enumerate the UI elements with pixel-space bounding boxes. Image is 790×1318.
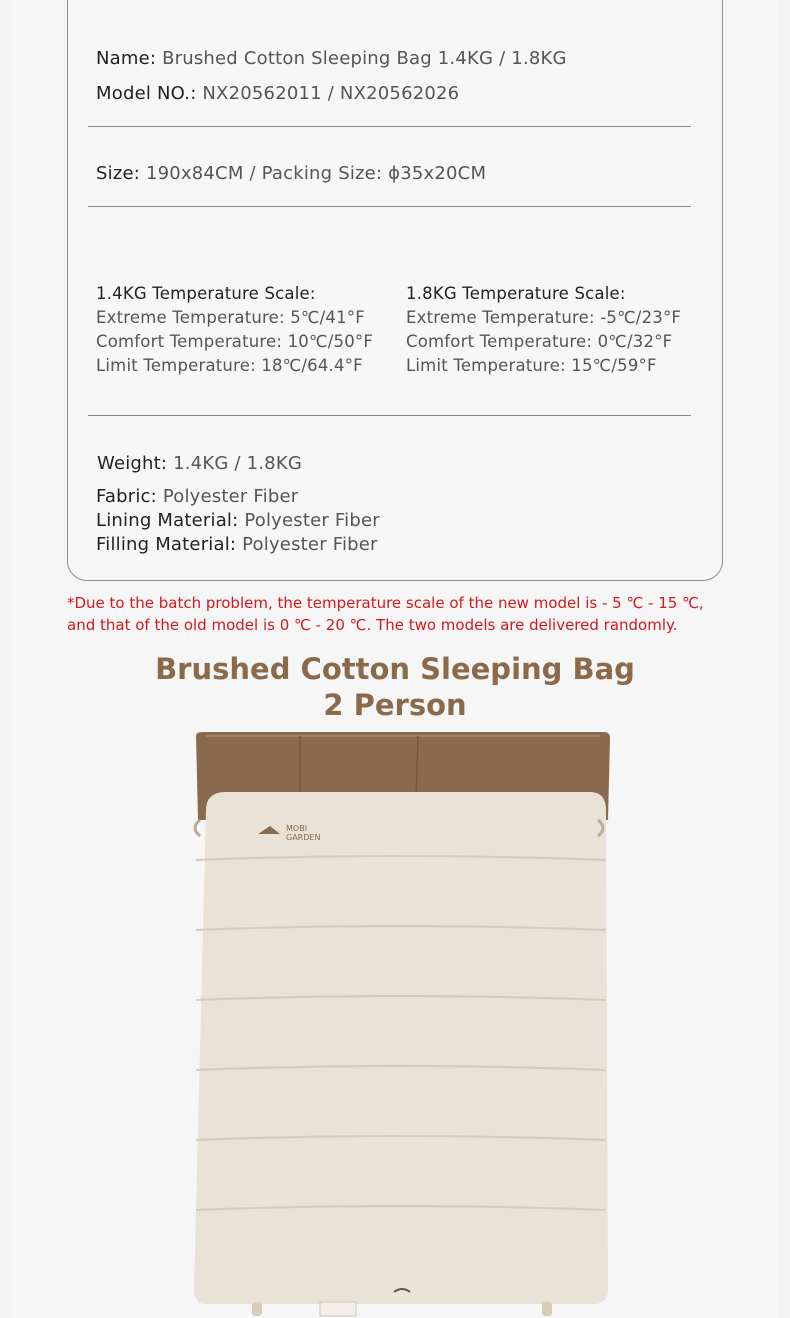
scale-14-comfort: Comfort Temperature: 10℃/50°F — [96, 332, 374, 351]
name-row — [96, 48, 567, 69]
product-title: Brushed Cotton Sleeping Bag — [155, 652, 635, 686]
scale-14-heading: 1.4KG Temperature Scale: — [96, 284, 316, 303]
scale-18-extreme: Extreme Temperature: -5℃/23°F — [406, 308, 682, 327]
scale-14-extreme: Extreme Temperature: 5℃/41°F — [96, 308, 365, 327]
sleeping-bag-image — [180, 730, 620, 1318]
disclaimer-note-line1: *Due to the batch problem, the temperature scale of the new model is - 5 ℃ - 15 ℃, — [67, 594, 704, 612]
scale-18-limit: Limit Temperature: 15℃/59°F — [406, 356, 657, 375]
fabric-label: Fabric: — [96, 486, 157, 507]
filling-value: Polyester Fiber — [242, 534, 378, 555]
divider — [88, 126, 691, 127]
logo-line2: GARDEN — [286, 833, 321, 842]
product-subtitle: 2 Person — [323, 688, 467, 722]
name-label: Name: — [96, 48, 157, 69]
model-value: NX20562011 / NX20562026 — [202, 83, 460, 104]
divider — [88, 415, 691, 416]
filling-row — [96, 534, 378, 555]
name-value: Brushed Cotton Sleeping Bag 1.4KG / 1.8KG — [162, 48, 567, 69]
model-label: Model NO.: — [96, 83, 197, 104]
model-row — [96, 83, 459, 104]
scale-18-heading: 1.8KG Temperature Scale: — [406, 284, 626, 303]
size-value: 190x84CM / Packing Size: ϕ35x20CM — [145, 163, 487, 184]
logo-line1: MOBI — [286, 824, 308, 833]
fabric-row — [96, 486, 298, 507]
scale-14-limit: Limit Temperature: 18℃/64.4°F — [96, 356, 363, 375]
divider — [88, 206, 691, 207]
lining-label: Lining Material: — [96, 510, 239, 531]
weight-value: 1.4KG / 1.8KG — [173, 453, 302, 474]
size-label: Size: — [96, 163, 141, 184]
scale-18-comfort: Comfort Temperature: 0℃/32°F — [406, 332, 673, 351]
disclaimer-note-line2: and that of the old model is 0 ℃ - 20 ℃. The two models are delivered randomly. — [67, 616, 678, 634]
weight-label: Weight: — [97, 453, 168, 474]
size-row — [96, 163, 486, 184]
lining-row — [96, 510, 380, 531]
fabric-value: Polyester Fiber — [162, 486, 299, 507]
lining-value: Polyester Fiber — [244, 510, 380, 531]
filling-label: Filling Material: — [96, 534, 237, 555]
weight-row — [97, 453, 302, 474]
